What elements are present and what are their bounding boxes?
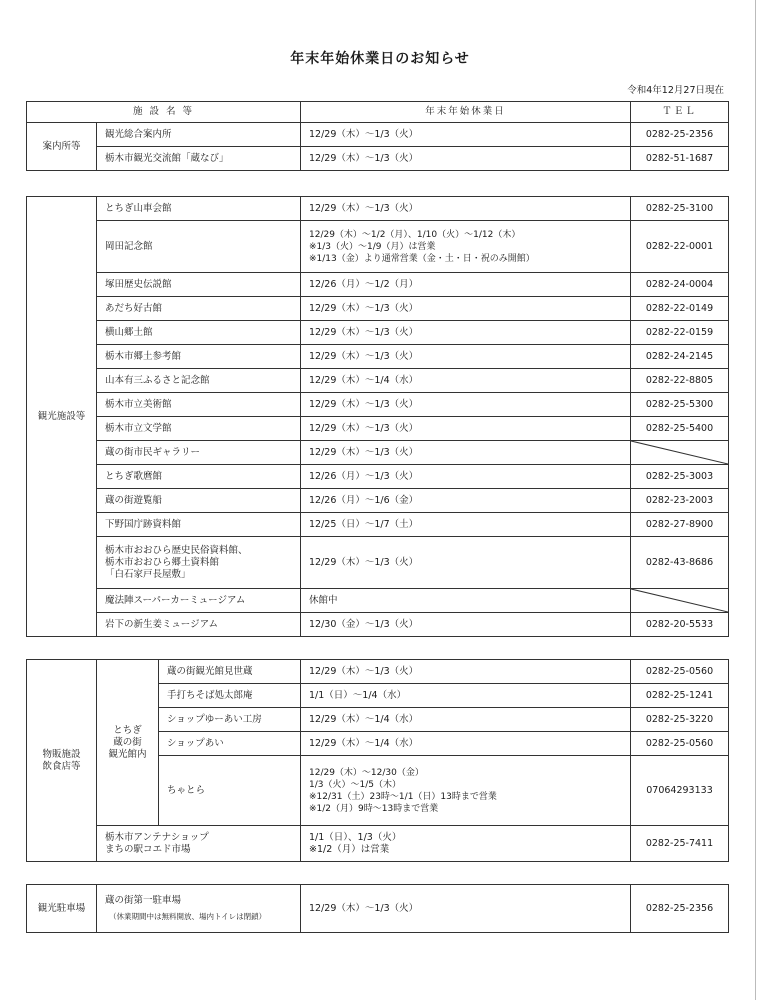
table-row: [27, 465, 729, 489]
tel-cell: 0282-25-1241: [631, 684, 729, 708]
table-row: [27, 147, 729, 171]
facility-name: 蔵の街第一駐車場: [105, 894, 182, 906]
holiday-cell: 12/29（木）～1/4（水）: [301, 732, 631, 756]
tel-cell-empty: [631, 441, 729, 465]
tel-cell: 0282-25-7411: [631, 826, 729, 862]
tel-cell: 0282-25-5300: [631, 393, 729, 417]
header-row: [27, 102, 729, 123]
holiday-cell: 12/29（木）～1/3（火）: [301, 321, 631, 345]
holiday-cell: 1/1（日）～1/4（水）: [301, 684, 631, 708]
tel-cell: 0282-25-0560: [631, 660, 729, 684]
tel-cell: 07064293133: [631, 756, 729, 826]
facility-name: 岩下の新生姜ミュージアム: [97, 613, 301, 637]
facility-name: 栃木市観光交流館「蔵なび」: [97, 147, 301, 171]
facility-name: 手打ちそば処太郎庵: [159, 684, 301, 708]
table-row: [27, 537, 729, 589]
category-cell: 観光駐車場: [27, 885, 97, 933]
facility-name: 栃木市おおひら歴史民俗資料館、 栃木市おおひら郷土資料館 「白石家戸長屋敷」: [97, 537, 301, 589]
diagonal-slash: [631, 589, 728, 612]
holiday-cell: 12/29（木）～1/3（火）: [301, 417, 631, 441]
holiday-cell: 12/29（木）～1/3（火）: [301, 345, 631, 369]
facility-name: 蔵の街観光館見世蔵: [159, 660, 301, 684]
tel-cell: 0282-22-0159: [631, 321, 729, 345]
table-row: [27, 297, 729, 321]
header-facility: 施 設 名 等: [27, 102, 301, 123]
holiday-cell: 12/26（月）～1/3（火）: [301, 465, 631, 489]
tel-cell: 0282-22-0001: [631, 221, 729, 273]
facility-name: 岡田記念館: [97, 221, 301, 273]
facility-name: 栃木市郷土参考館: [97, 345, 301, 369]
tel-cell: 0282-24-2145: [631, 345, 729, 369]
table-row: [27, 885, 729, 933]
holiday-cell: 12/29（木）～1/2（月）、1/10（火）～1/12（木） ※1/3（火）～1/9（月）は営業 ※1/13（金）より通常営業（金・土・日・祝のみ開館）: [301, 221, 631, 273]
diagonal-slash: [631, 441, 728, 464]
table-row: [27, 321, 729, 345]
facility-name: とちぎ山車会館: [97, 197, 301, 221]
sightseeing-table: [26, 196, 729, 637]
holiday-cell: 1/1（日）、1/3（火） ※1/2（月）は営業: [301, 826, 631, 862]
tel-cell: 0282-25-3100: [631, 197, 729, 221]
header-tel: ＴＥＬ: [631, 102, 729, 123]
page-edge-line: [755, 0, 756, 1000]
facility-name: 塚田歴史伝説館: [97, 273, 301, 297]
holiday-cell: 12/29（木）～1/4（水）: [301, 708, 631, 732]
tel-cell: 0282-25-0560: [631, 732, 729, 756]
holiday-cell: 12/25（日）～1/7（土）: [301, 513, 631, 537]
holiday-cell: 12/29（木）～1/4（水）: [301, 369, 631, 393]
facility-name: 栃木市立文学館: [97, 417, 301, 441]
tel-cell: 0282-20-5533: [631, 613, 729, 637]
holiday-cell: 12/29（木）～1/3（火）: [301, 393, 631, 417]
table-row: [27, 660, 729, 684]
facility-name: 蔵の街市民ギャラリー: [97, 441, 301, 465]
table-row: [27, 489, 729, 513]
as-of-date: 令和4年12月27日現在: [627, 85, 724, 96]
facility-name: 横山郷土館: [97, 321, 301, 345]
tel-cell: 0282-25-3003: [631, 465, 729, 489]
facility-name: ショップあい: [159, 732, 301, 756]
facility-name: あだち好古館: [97, 297, 301, 321]
tel-cell: 0282-25-3220: [631, 708, 729, 732]
holiday-cell: 12/29（木）～12/30（金） 1/3（火）～1/5（木） ※12/31（土）23時～1/1（日）13時まで営業 ※1/2（月）9時～13時まで営業: [301, 756, 631, 826]
table-row: [27, 393, 729, 417]
table-row: [27, 417, 729, 441]
holiday-cell: 12/30（金）～1/3（火）: [301, 613, 631, 637]
table-row: [27, 369, 729, 393]
table-row: [27, 589, 729, 613]
header-holiday: 年末年始休業日: [301, 102, 631, 123]
facility-name: とちぎ歌麿館: [97, 465, 301, 489]
category-cell: 案内所等: [27, 123, 97, 171]
holiday-cell: 12/26（月）～1/2（月）: [301, 273, 631, 297]
holiday-cell: 休館中: [301, 589, 631, 613]
facility-name: 蔵の街遊覧船: [97, 489, 301, 513]
tel-cell: 0282-43-8686: [631, 537, 729, 589]
facility-name: 魔法陣スーパーカーミュージアム: [97, 589, 301, 613]
tel-cell-empty: [631, 589, 729, 613]
table-row: [27, 513, 729, 537]
tel-cell: 0282-23-2003: [631, 489, 729, 513]
table-row: [27, 826, 729, 862]
facility-name: 下野国庁跡資料館: [97, 513, 301, 537]
info-table: [26, 101, 729, 171]
holiday-cell: 12/29（木）～1/3（火）: [301, 537, 631, 589]
facility-name: ショップゆーあい工房: [159, 708, 301, 732]
tel-cell: 0282-27-8900: [631, 513, 729, 537]
category-cell: 物販施設 飲食店等: [27, 660, 97, 862]
table-row: [27, 273, 729, 297]
shops-table: [26, 659, 729, 862]
facility-name-cell: [97, 885, 301, 933]
facility-name: 観光総合案内所: [97, 123, 301, 147]
tel-cell: 0282-25-2356: [631, 885, 729, 933]
parking-table: [26, 884, 729, 933]
holiday-cell: 12/29（木）～1/3（火）: [301, 147, 631, 171]
facility-name: ちゃとら: [159, 756, 301, 826]
tel-cell: 0282-25-5400: [631, 417, 729, 441]
category-cell: 観光施設等: [27, 197, 97, 637]
table-row: [27, 197, 729, 221]
table-row: [27, 441, 729, 465]
table-row: [27, 345, 729, 369]
table-row: [27, 613, 729, 637]
tel-cell: 0282-22-0149: [631, 297, 729, 321]
facility-name: 栃木市立美術館: [97, 393, 301, 417]
tel-cell: 0282-25-2356: [631, 123, 729, 147]
tel-cell: 0282-51-1687: [631, 147, 729, 171]
subgroup-cell: とちぎ 蔵の街 観光館内: [97, 660, 159, 826]
facility-name: 山本有三ふるさと記念館: [97, 369, 301, 393]
holiday-cell: 12/29（木）～1/3（火）: [301, 885, 631, 933]
table-row: [27, 221, 729, 273]
holiday-cell: 12/29（木）～1/3（火）: [301, 197, 631, 221]
holiday-cell: 12/26（月）～1/6（金）: [301, 489, 631, 513]
holiday-cell: 12/29（木）～1/3（火）: [301, 660, 631, 684]
facility-note: （休業期間中は無料開放、場内トイレは閉鎖）: [109, 911, 267, 921]
holiday-cell: 12/29（木）～1/3（火）: [301, 297, 631, 321]
tel-cell: 0282-22-8805: [631, 369, 729, 393]
facility-name: 栃木市アンテナショップ まちの駅コエド市場: [97, 826, 301, 862]
holiday-cell: 12/29（木）～1/3（火）: [301, 123, 631, 147]
tel-cell: 0282-24-0004: [631, 273, 729, 297]
page-title: 年末年始休業日のお知らせ: [290, 51, 470, 67]
holiday-cell: 12/29（木）～1/3（火）: [301, 441, 631, 465]
table-row: [27, 123, 729, 147]
